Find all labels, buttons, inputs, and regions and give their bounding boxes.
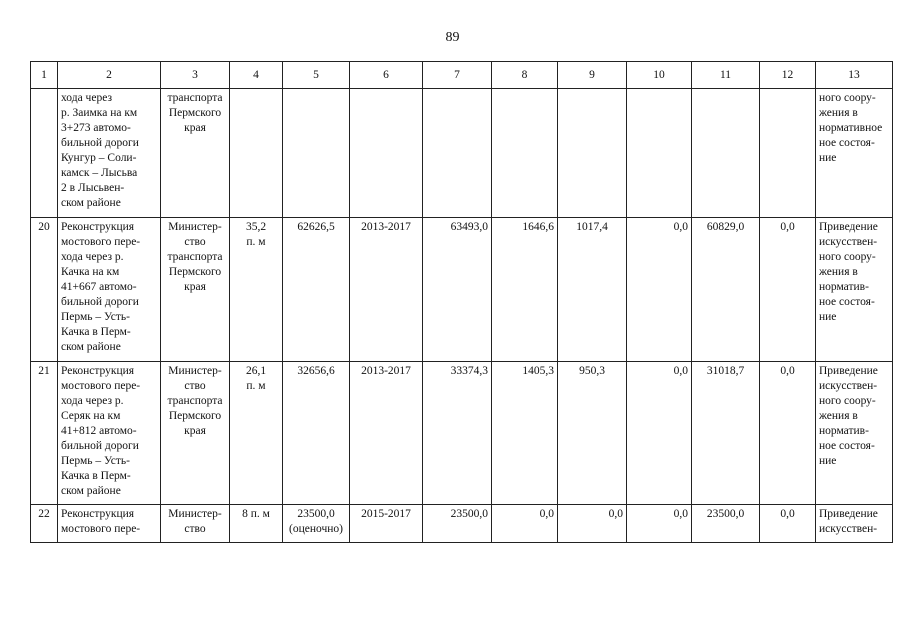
cost-cell: 32656,6 bbox=[283, 362, 350, 505]
column-header: 13 bbox=[816, 62, 893, 89]
capacity-cell: 8 п. м bbox=[230, 505, 283, 543]
object-name-cell: Реконструкция мостового пере- bbox=[58, 505, 161, 543]
column-header: 11 bbox=[692, 62, 760, 89]
table-row bbox=[31, 362, 893, 505]
table-row bbox=[31, 505, 893, 543]
capacity-cell: 35,2 п. м bbox=[230, 218, 283, 362]
column-header: 5 bbox=[283, 62, 350, 89]
column-header: 6 bbox=[350, 62, 423, 89]
row-number-cell: 22 bbox=[31, 505, 58, 543]
value-cell: 60829,0 bbox=[692, 218, 760, 362]
value-cell: 33374,3 bbox=[423, 362, 492, 505]
customer-cell: Министер- ство транспорта Пермского края bbox=[161, 218, 230, 362]
value-cell: 1405,3 bbox=[492, 362, 558, 505]
row-number-cell bbox=[31, 89, 58, 218]
value-cell: 0,0 bbox=[760, 362, 816, 505]
value-cell: 63493,0 bbox=[423, 218, 492, 362]
value-cell bbox=[760, 89, 816, 218]
value-cell: 0,0 bbox=[627, 362, 692, 505]
column-header: 3 bbox=[161, 62, 230, 89]
column-header: 7 bbox=[423, 62, 492, 89]
value-cell bbox=[492, 89, 558, 218]
value-cell bbox=[692, 89, 760, 218]
object-name-cell: хода через р. Заимка на км 3+273 автомо- бильной дороги Кунгур – Соли- камск – Лысьва 2 в Лысьвен- ском районе bbox=[58, 89, 161, 218]
row-number-cell: 21 bbox=[31, 362, 58, 505]
row-number-cell: 20 bbox=[31, 218, 58, 362]
period-cell: 2013-2017 bbox=[350, 218, 423, 362]
result-cell: ного соору- жения в нормативное ное состоя- ние bbox=[816, 89, 893, 218]
column-header: 10 bbox=[627, 62, 692, 89]
value-cell: 0,0 bbox=[492, 505, 558, 543]
period-cell bbox=[350, 89, 423, 218]
value-cell: 0,0 bbox=[627, 505, 692, 543]
object-name-cell: Реконструкция мостового пере- хода через р. Качка на км 41+667 автомо- бильной дороги Пермь – Усть- Качка в Перм- ском районе bbox=[58, 218, 161, 362]
column-header: 12 bbox=[760, 62, 816, 89]
header-row bbox=[31, 62, 893, 89]
capacity-cell bbox=[230, 89, 283, 218]
object-name-cell: Реконструкция мостового пере- хода через р. Серяк на км 41+812 автомо- бильной дороги Пермь – Усть- Качка в Перм- ском районе bbox=[58, 362, 161, 505]
data-table bbox=[30, 61, 893, 543]
value-cell: 0,0 bbox=[760, 218, 816, 362]
page-number: 89 bbox=[445, 30, 460, 45]
value-cell bbox=[558, 89, 627, 218]
customer-cell: транспорта Пермского края bbox=[161, 89, 230, 218]
value-cell: 1646,6 bbox=[492, 218, 558, 362]
column-header: 2 bbox=[58, 62, 161, 89]
cost-cell bbox=[283, 89, 350, 218]
customer-cell: Министер- ство bbox=[161, 505, 230, 543]
value-cell: 0,0 bbox=[558, 505, 627, 543]
result-cell: Приведение искусствен- ного соору- жения в норматив- ное состоя- ние bbox=[816, 218, 893, 362]
value-cell: 23500,0 bbox=[423, 505, 492, 543]
column-header: 9 bbox=[558, 62, 627, 89]
value-cell bbox=[627, 89, 692, 218]
table-row bbox=[31, 218, 893, 362]
period-cell: 2013-2017 bbox=[350, 362, 423, 505]
column-header: 1 bbox=[31, 62, 58, 89]
result-cell: Приведение искусствен- bbox=[816, 505, 893, 543]
value-cell: 950,3 bbox=[558, 362, 627, 505]
capacity-cell: 26,1 п. м bbox=[230, 362, 283, 505]
value-cell: 0,0 bbox=[760, 505, 816, 543]
cost-cell: 62626,5 bbox=[283, 218, 350, 362]
table-row bbox=[31, 89, 893, 218]
period-cell: 2015-2017 bbox=[350, 505, 423, 543]
value-cell: 23500,0 bbox=[692, 505, 760, 543]
column-header: 8 bbox=[492, 62, 558, 89]
column-header: 4 bbox=[230, 62, 283, 89]
value-cell: 1017,4 bbox=[558, 218, 627, 362]
cost-cell: 23500,0 (оценочно) bbox=[283, 505, 350, 543]
result-cell: Приведение искусствен- ного соору- жения в норматив- ное состоя- ние bbox=[816, 362, 893, 505]
value-cell: 31018,7 bbox=[692, 362, 760, 505]
value-cell: 0,0 bbox=[627, 218, 692, 362]
customer-cell: Министер- ство транспорта Пермского края bbox=[161, 362, 230, 505]
value-cell bbox=[423, 89, 492, 218]
